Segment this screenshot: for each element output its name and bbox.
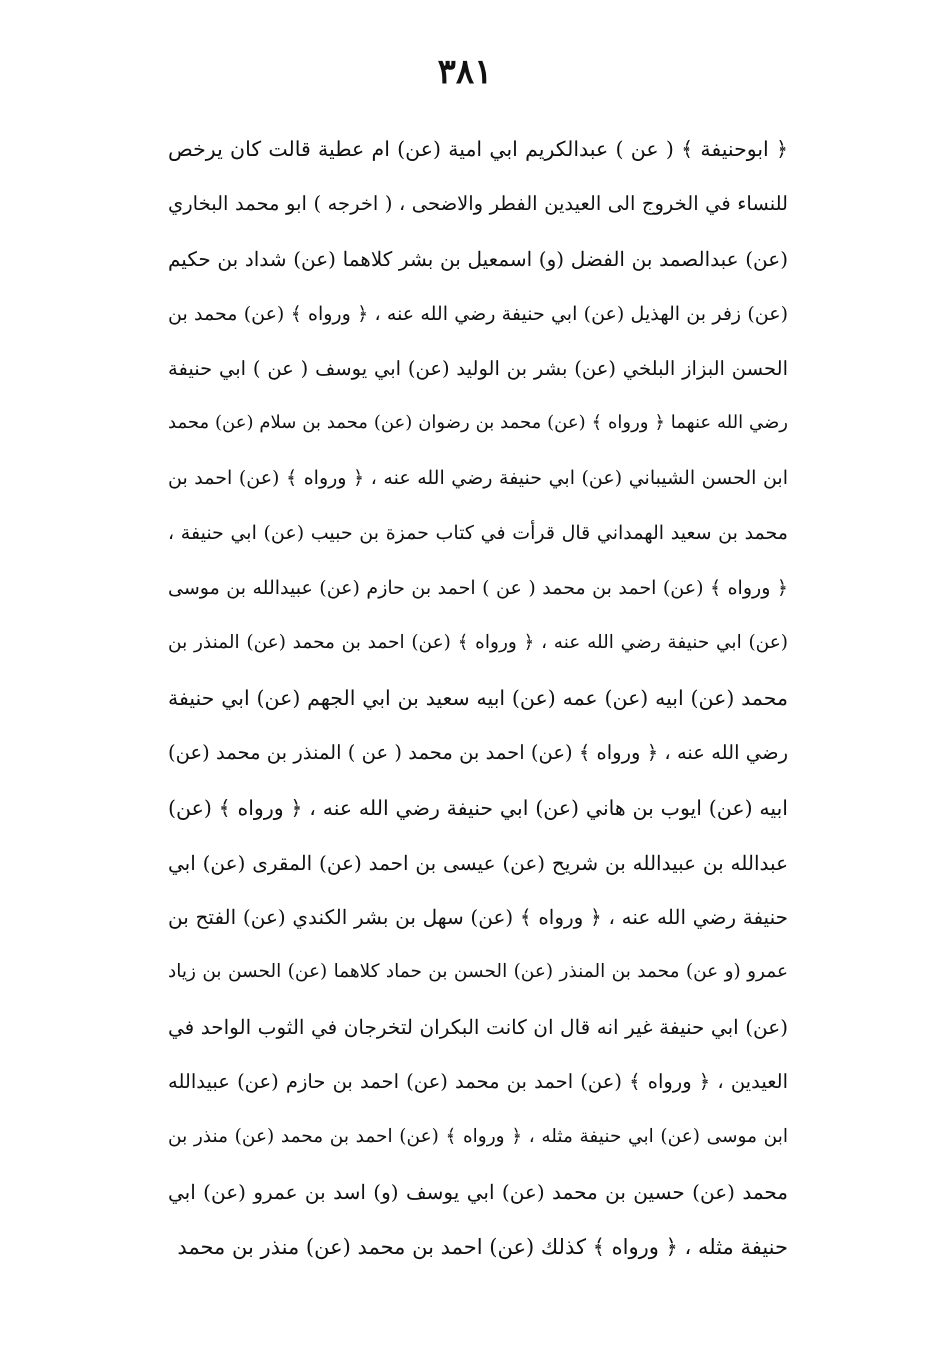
text-line: عبدالله بن عبيدالله بن شريح (عن) عيسى بن احمد (عن) المقرى (عن) ابي [168, 850, 788, 875]
text-line: (عن) زفر بن الهذيل (عن) ابي حنيفة رضي الله عنه ، ﴿ ورواه ﴾ (عن) محمد بن [168, 302, 788, 325]
text-line: رضي الله عنه ، ﴿ ورواه ﴾ (عن) احمد بن محمد ( عن ) المنذر بن محمد (عن) [168, 740, 788, 764]
text-line: محمد (عن) حسين بن محمد (عن) ابي يوسف (و) اسد بن عمرو (عن) ابي [168, 1179, 788, 1204]
text-line: ﴿ ابوحنيفة ﴾ ( عن ) عبدالكريم ابي امية (عن) ام عطية قالت كان يرخص [168, 137, 788, 161]
text-line: (عن) ابي حنيفة رضي الله عنه ، ﴿ ورواه ﴾ (عن) احمد بن محمد (عن) المنذر بن [168, 632, 788, 654]
body-text [168, 122, 788, 1275]
text-line: رضي الله عنهما ﴿ ورواه ﴾ (عن) محمد بن رضوان (عن) محمد بن سلام (عن) محمد [168, 412, 788, 434]
text-line: عمرو (و عن) محمد بن المنذر (عن) الحسن بن حماد كلاهما (عن) الحسن بن زياد [168, 961, 788, 983]
text-line: (عن) عبدالصمد بن الفضل (و) اسمعيل بن بشر كلاهما (عن) شداد بن حكيم [168, 246, 788, 271]
text-line: العيدين ، ﴿ ورواه ﴾ (عن) احمد بن محمد (عن) احمد بن حازم (عن) عبيدالله [168, 1070, 788, 1094]
text-line: محمد بن سعيد الهمداني قال قرأت في كتاب حمزة بن حبيب (عن) ابي حنيفة ، [168, 522, 788, 545]
page-number: ٣٨١ [437, 52, 493, 92]
text-line: ابن الحسن الشيباني (عن) ابي حنيفة رضي الله عنه ، ﴿ ورواه ﴾ (عن) احمد بن [168, 467, 788, 490]
text-line: للنساء في الخروج الى العيدين الفطر والاضحى ، ( اخرجه ) ابو محمد البخاري [168, 191, 788, 215]
text-line: ﴿ ورواه ﴾ (عن) احمد بن محمد ( عن ) احمد بن حازم (عن) عبيدالله بن موسى [168, 577, 788, 600]
text-line: حنيفة مثله ، ﴿ ورواه ﴾ كذلك (عن) احمد بن محمد (عن) منذر بن محمد [177, 1234, 788, 1259]
text-line: (عن) ابي حنيفة غير انه قال ان كانت البكران لتخرجان في الثوب الواحد في [168, 1015, 788, 1040]
text-line: الحسن البزاز البلخي (عن) بشر بن الوليد (عن) ابي يوسف ( عن ) ابي حنيفة [168, 356, 788, 380]
text-line: حنيفة رضي الله عنه ، ﴿ ورواه ﴾ (عن) سهل بن بشر الكندي (عن) الفتح بن [168, 905, 788, 930]
text-line: محمد (عن) ابيه (عن) عمه (عن) ابيه سعيد بن ابي الجهم (عن) ابي حنيفة [168, 685, 788, 710]
text-line: ابيه (عن) ايوب بن هاني (عن) ابي حنيفة رضي الله عنه ، ﴿ ورواه ﴾ (عن) [168, 795, 788, 820]
text-line: ابن موسى (عن) ابي حنيفة مثله ، ﴿ ورواه ﴾ (عن) احمد بن محمد (عن) منذر بن [168, 1126, 788, 1148]
